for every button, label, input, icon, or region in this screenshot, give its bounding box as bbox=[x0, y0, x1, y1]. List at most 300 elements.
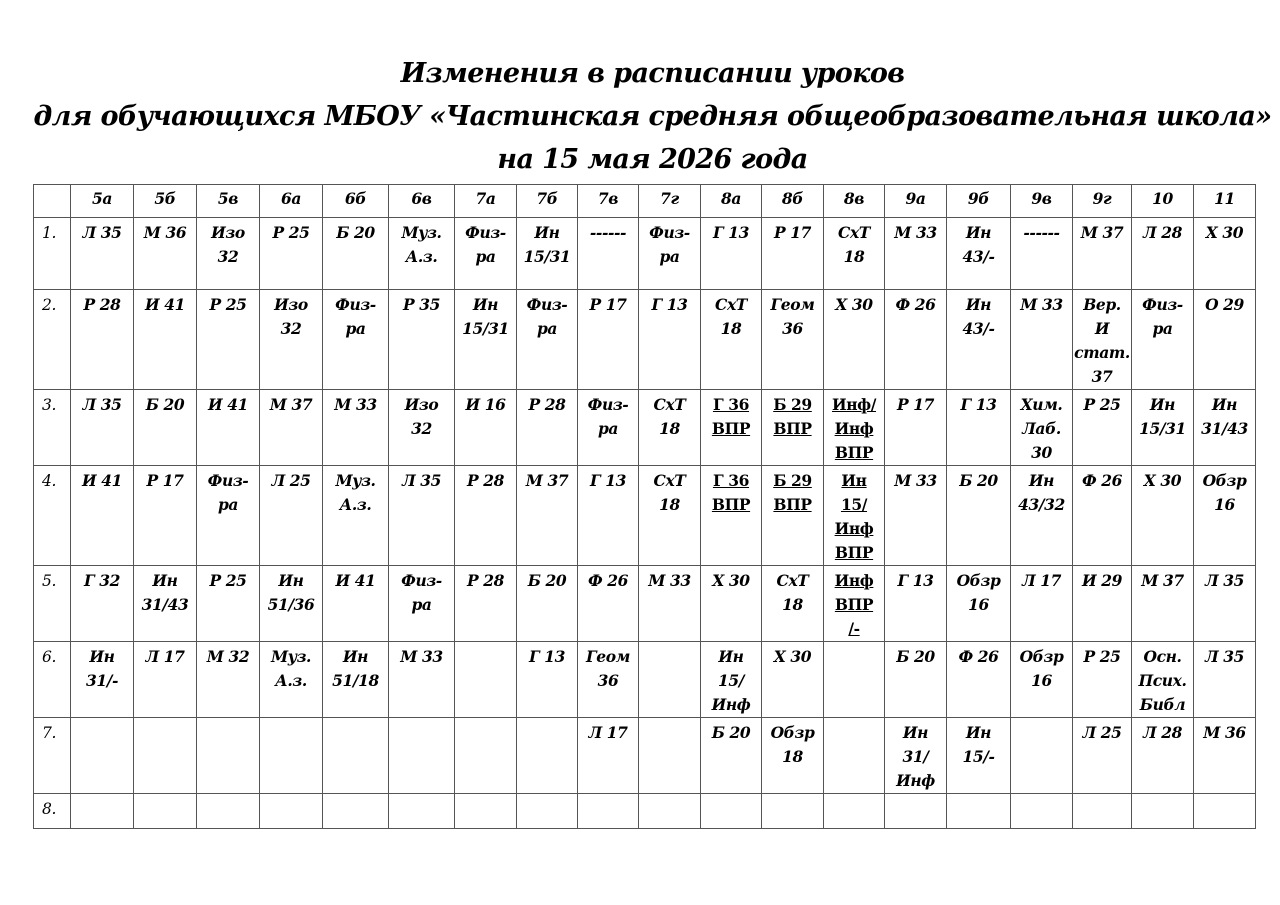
schedule-cell bbox=[455, 718, 517, 794]
schedule-body bbox=[34, 218, 1256, 829]
cell-text: Б 20 bbox=[711, 723, 751, 742]
schedule-cell bbox=[389, 642, 455, 718]
cell-text: 15/ bbox=[717, 671, 745, 690]
cell-text: Ф 26 bbox=[1081, 471, 1123, 490]
cell-text: Р 28 bbox=[466, 571, 505, 590]
schedule-cell bbox=[578, 466, 639, 566]
schedule-cell bbox=[885, 466, 947, 566]
cell-text: Л 35 bbox=[1204, 647, 1245, 666]
schedule-cell bbox=[701, 566, 762, 642]
cell-text: СхТ bbox=[776, 571, 809, 590]
cell-text: 18 bbox=[782, 595, 803, 614]
schedule-cell bbox=[197, 642, 260, 718]
cell-text: 18 bbox=[659, 419, 680, 438]
schedule-cell bbox=[885, 642, 947, 718]
cell-text: И 41 bbox=[144, 295, 185, 314]
cell-text: Р 17 bbox=[589, 295, 627, 314]
cell-text: Осн. bbox=[1143, 647, 1182, 666]
schedule-cell bbox=[260, 642, 323, 718]
cell-text: 30 bbox=[1031, 443, 1052, 462]
cell-text: 32 bbox=[280, 319, 302, 338]
cell-text: Ин bbox=[718, 647, 744, 666]
cell-text: Ин bbox=[965, 295, 992, 314]
cell-text: Ин bbox=[342, 647, 369, 666]
cell-text: И 29 bbox=[1081, 571, 1122, 590]
cell-text: А.з. bbox=[405, 247, 438, 266]
schedule-cell bbox=[197, 466, 260, 566]
schedule-cell bbox=[1011, 794, 1073, 829]
column-header-2: 5б bbox=[134, 185, 197, 218]
schedule-cell bbox=[1073, 218, 1132, 290]
schedule-cell bbox=[455, 390, 517, 466]
cell-text: 18 bbox=[782, 747, 803, 766]
cell-text: М 33 bbox=[648, 571, 691, 590]
schedule-cell bbox=[323, 566, 389, 642]
schedule-cell bbox=[517, 718, 578, 794]
cell-text: Физ- bbox=[587, 395, 629, 414]
schedule-cell bbox=[197, 718, 260, 794]
cell-text: Геом bbox=[770, 295, 815, 314]
cell-text: Л 35 bbox=[82, 395, 122, 414]
schedule-cell bbox=[824, 290, 885, 390]
cell-text: Обзр bbox=[770, 723, 815, 742]
lesson-number-cell: 7. bbox=[34, 718, 71, 794]
schedule-cell bbox=[885, 794, 947, 829]
cell-text: 18 bbox=[720, 319, 742, 338]
schedule-cell bbox=[1011, 466, 1073, 566]
cell-text: И 41 bbox=[335, 571, 376, 590]
cell-text: Библ bbox=[1139, 695, 1186, 714]
schedule-cell bbox=[1194, 566, 1256, 642]
schedule-cell bbox=[947, 794, 1011, 829]
schedule-cell bbox=[197, 390, 260, 466]
table-row bbox=[34, 218, 1256, 290]
document-title bbox=[0, 52, 1280, 181]
schedule-cell bbox=[701, 218, 762, 290]
schedule-cell bbox=[639, 794, 701, 829]
cell-text: Л 17 bbox=[145, 647, 185, 666]
schedule-cell bbox=[455, 466, 517, 566]
schedule-cell bbox=[260, 290, 323, 390]
cell-text: Р 35 bbox=[402, 295, 441, 314]
schedule-cell bbox=[1073, 718, 1132, 794]
cell-text: 31/- bbox=[85, 671, 119, 690]
schedule-cell bbox=[134, 794, 197, 829]
cell-text: Л 17 bbox=[1021, 571, 1062, 590]
schedule-cell bbox=[1011, 218, 1073, 290]
cell-text: Б 20 bbox=[336, 223, 375, 242]
cell-text: Р 28 bbox=[83, 295, 121, 314]
cell-text: СхТ bbox=[715, 295, 747, 314]
schedule-cell bbox=[824, 642, 885, 718]
cell-text: А.з. bbox=[275, 671, 307, 690]
cell-text: Л 28 bbox=[1142, 723, 1183, 742]
cell-text: 16 bbox=[1214, 495, 1235, 514]
schedule-cell bbox=[824, 466, 885, 566]
cell-text: Г 32 bbox=[83, 571, 121, 590]
cell-text: Р 28 bbox=[528, 395, 566, 414]
column-header-7: 7а bbox=[455, 185, 517, 218]
schedule-cell bbox=[947, 390, 1011, 466]
cell-text: ------ bbox=[1023, 223, 1060, 242]
cell-text: Ф 26 bbox=[587, 571, 629, 590]
cell-text: М 36 bbox=[1203, 723, 1246, 742]
cell-text: 31/43 bbox=[1201, 419, 1248, 438]
cell-text: 32 bbox=[411, 419, 432, 438]
column-header-8: 7б bbox=[517, 185, 578, 218]
cell-text: М 33 bbox=[400, 647, 443, 666]
cell-text: Х 30 bbox=[1143, 471, 1182, 490]
schedule-cell bbox=[947, 218, 1011, 290]
cell-text: ра bbox=[345, 319, 366, 338]
schedule-cell bbox=[824, 390, 885, 466]
cell-text: Ин bbox=[278, 571, 304, 590]
cell-text: ра bbox=[217, 495, 239, 514]
schedule-cell bbox=[323, 290, 389, 390]
schedule-cell bbox=[517, 642, 578, 718]
cell-text: Г 13 bbox=[528, 647, 566, 666]
cell-text: Инф bbox=[834, 419, 874, 438]
schedule-cell bbox=[1194, 718, 1256, 794]
cell-text: Хим. bbox=[1020, 395, 1063, 414]
schedule-cell bbox=[885, 566, 947, 642]
cell-text: Муз. bbox=[401, 223, 442, 242]
schedule-cell bbox=[134, 566, 197, 642]
cell-text: Х 30 bbox=[773, 647, 812, 666]
schedule-cell bbox=[455, 566, 517, 642]
cell-text: Геом bbox=[585, 647, 631, 666]
cell-text: ВПР bbox=[711, 419, 751, 438]
cell-text: Вер. bbox=[1083, 295, 1121, 314]
cell-text: Физ- bbox=[401, 571, 442, 590]
cell-text: Физ- bbox=[649, 223, 690, 242]
schedule-cell bbox=[71, 218, 134, 290]
cell-text: Г 13 bbox=[897, 571, 934, 590]
schedule-header-row bbox=[34, 185, 1256, 218]
schedule-cell bbox=[389, 718, 455, 794]
cell-text: Обзр bbox=[1019, 647, 1064, 666]
schedule-cell bbox=[762, 566, 824, 642]
cell-text: Ин bbox=[841, 471, 867, 490]
cell-text: Б 20 bbox=[145, 395, 185, 414]
schedule-cell bbox=[1011, 566, 1073, 642]
cell-text: 36 bbox=[782, 319, 803, 338]
schedule-cell bbox=[134, 466, 197, 566]
schedule-cell bbox=[71, 566, 134, 642]
cell-text: Б 29 bbox=[773, 395, 812, 414]
cell-text: Ин bbox=[534, 223, 560, 242]
schedule-cell bbox=[1132, 794, 1194, 829]
cell-text: Р 25 bbox=[1083, 395, 1121, 414]
cell-text: Ин bbox=[1028, 471, 1055, 490]
schedule-cell bbox=[578, 718, 639, 794]
cell-text: 31/43 bbox=[141, 595, 189, 614]
schedule-cell bbox=[197, 290, 260, 390]
schedule-cell bbox=[824, 718, 885, 794]
schedule-cell bbox=[762, 290, 824, 390]
cell-text: Г 13 bbox=[651, 295, 688, 314]
schedule-cell bbox=[389, 290, 455, 390]
cell-text: Инф/ bbox=[831, 395, 877, 414]
lesson-number-cell: 3. bbox=[34, 390, 71, 466]
schedule-cell bbox=[824, 794, 885, 829]
cell-text: М 33 bbox=[1020, 295, 1063, 314]
cell-text: ------ bbox=[589, 223, 627, 242]
title-line-2: для обучающихся МБОУ «Частинская средняя общеобразовательная школа» bbox=[33, 101, 1272, 132]
cell-text: Л 25 bbox=[271, 471, 311, 490]
cell-text: М 33 bbox=[894, 471, 937, 490]
cell-text: О 29 bbox=[1205, 295, 1244, 314]
cell-text: М 37 bbox=[525, 471, 569, 490]
lesson-number-cell: 5. bbox=[34, 566, 71, 642]
cell-text: Ин bbox=[902, 723, 929, 742]
schedule-cell bbox=[260, 718, 323, 794]
schedule-cell bbox=[639, 218, 701, 290]
table-row bbox=[34, 794, 1256, 829]
schedule-cell bbox=[323, 218, 389, 290]
cell-text: Г 36 bbox=[712, 471, 750, 490]
schedule-cell bbox=[455, 642, 517, 718]
cell-text: ВПР bbox=[834, 443, 874, 462]
cell-text: Физ- bbox=[465, 223, 506, 242]
schedule-cell bbox=[1073, 566, 1132, 642]
cell-text: Инф bbox=[834, 571, 874, 590]
cell-text: Л 28 bbox=[1142, 223, 1183, 242]
cell-text: Л 35 bbox=[1204, 571, 1245, 590]
cell-text: Р 25 bbox=[1083, 647, 1121, 666]
schedule-cell bbox=[762, 390, 824, 466]
cell-text: И 16 bbox=[465, 395, 506, 414]
cell-text: Б 20 bbox=[959, 471, 998, 490]
schedule-cell bbox=[701, 290, 762, 390]
schedule-cell bbox=[1132, 718, 1194, 794]
schedule-cell bbox=[885, 218, 947, 290]
cell-text: СхТ bbox=[653, 471, 686, 490]
cell-text: Ин bbox=[965, 723, 992, 742]
schedule-cell bbox=[71, 390, 134, 466]
cell-text: Г 13 bbox=[960, 395, 997, 414]
schedule-cell bbox=[639, 566, 701, 642]
cell-text: Р 25 bbox=[209, 571, 247, 590]
schedule-cell bbox=[134, 718, 197, 794]
cell-text: Ин bbox=[965, 223, 992, 242]
table-row bbox=[34, 642, 1256, 718]
column-header-5: 6б bbox=[323, 185, 389, 218]
schedule-cell bbox=[1011, 390, 1073, 466]
cell-text: Р 17 bbox=[773, 223, 812, 242]
schedule-cell bbox=[1132, 566, 1194, 642]
schedule-cell bbox=[947, 290, 1011, 390]
schedule-cell bbox=[639, 466, 701, 566]
cell-text: Изо bbox=[211, 223, 245, 242]
schedule-cell bbox=[1073, 642, 1132, 718]
schedule-cell bbox=[260, 218, 323, 290]
schedule-cell bbox=[1132, 642, 1194, 718]
schedule-cell bbox=[578, 218, 639, 290]
lesson-number-cell: 8. bbox=[34, 794, 71, 829]
schedule-cell bbox=[1194, 218, 1256, 290]
schedule-cell bbox=[260, 794, 323, 829]
header-corner-cell bbox=[34, 185, 71, 218]
cell-text: Б 29 bbox=[773, 471, 812, 490]
cell-text: 43/- bbox=[962, 319, 995, 338]
schedule-cell bbox=[885, 390, 947, 466]
cell-text: 18 bbox=[843, 247, 865, 266]
schedule-cell bbox=[701, 642, 762, 718]
schedule-cell bbox=[323, 794, 389, 829]
schedule-cell bbox=[1073, 290, 1132, 390]
column-header-19: 11 bbox=[1194, 185, 1256, 218]
cell-text: Р 28 bbox=[466, 471, 505, 490]
schedule-cell bbox=[71, 718, 134, 794]
schedule-cell bbox=[455, 290, 517, 390]
cell-text: Ин bbox=[1211, 395, 1238, 414]
column-header-16: 9в bbox=[1011, 185, 1073, 218]
cell-text: 18 bbox=[659, 495, 680, 514]
schedule-cell bbox=[323, 466, 389, 566]
schedule-cell bbox=[517, 390, 578, 466]
table-row bbox=[34, 290, 1256, 390]
cell-text: ВПР bbox=[711, 495, 751, 514]
schedule-cell bbox=[134, 642, 197, 718]
cell-text: Г 36 bbox=[712, 395, 750, 414]
cell-text: Г 13 bbox=[589, 471, 627, 490]
column-header-14: 9а bbox=[885, 185, 947, 218]
cell-text: Физ- bbox=[1142, 295, 1183, 314]
cell-text: Физ- bbox=[207, 471, 249, 490]
cell-text: М 32 bbox=[206, 647, 250, 666]
lesson-number-cell: 4. bbox=[34, 466, 71, 566]
column-header-13: 8в bbox=[824, 185, 885, 218]
column-header-18: 10 bbox=[1132, 185, 1194, 218]
schedule-cell bbox=[762, 794, 824, 829]
column-header-3: 5в bbox=[197, 185, 260, 218]
schedule-cell bbox=[701, 794, 762, 829]
column-header-9: 7в bbox=[578, 185, 639, 218]
cell-text: 43/- bbox=[962, 247, 995, 266]
schedule-cell bbox=[947, 718, 1011, 794]
cell-text: Обзр bbox=[1202, 471, 1247, 490]
schedule-cell bbox=[1073, 466, 1132, 566]
schedule-cell bbox=[947, 566, 1011, 642]
cell-text: М 36 bbox=[143, 223, 187, 242]
schedule-cell bbox=[885, 290, 947, 390]
schedule-cell bbox=[134, 218, 197, 290]
cell-text: ра bbox=[411, 595, 432, 614]
schedule-cell bbox=[389, 390, 455, 466]
cell-text: Г 13 bbox=[712, 223, 750, 242]
cell-text: И 41 bbox=[81, 471, 122, 490]
cell-text: Л 17 bbox=[588, 723, 628, 742]
cell-text: Инф bbox=[896, 771, 935, 790]
schedule-cell bbox=[517, 466, 578, 566]
schedule-cell bbox=[578, 390, 639, 466]
cell-text: ВПР bbox=[773, 419, 812, 438]
cell-text: Ин bbox=[1149, 395, 1176, 414]
cell-text: Инф bbox=[834, 519, 874, 538]
schedule-cell bbox=[260, 466, 323, 566]
schedule-cell bbox=[1011, 642, 1073, 718]
cell-text: Р 25 bbox=[272, 223, 310, 242]
schedule-cell bbox=[455, 218, 517, 290]
schedule-cell bbox=[947, 642, 1011, 718]
cell-text: Муз. bbox=[270, 647, 312, 666]
cell-text: ра bbox=[475, 247, 496, 266]
schedule-cell bbox=[701, 390, 762, 466]
schedule-cell bbox=[389, 218, 455, 290]
schedule-cell bbox=[197, 566, 260, 642]
cell-text: Физ- bbox=[335, 295, 376, 314]
cell-text: М 33 bbox=[894, 223, 937, 242]
lesson-number-cell: 2. bbox=[34, 290, 71, 390]
table-row bbox=[34, 466, 1256, 566]
schedule-cell bbox=[762, 218, 824, 290]
cell-text: ра bbox=[597, 419, 619, 438]
schedule-cell bbox=[762, 642, 824, 718]
schedule-cell bbox=[71, 290, 134, 390]
schedule-cell bbox=[323, 642, 389, 718]
schedule-cell bbox=[1132, 466, 1194, 566]
schedule-cell bbox=[578, 794, 639, 829]
schedule-cell bbox=[134, 290, 197, 390]
cell-text: Л 35 bbox=[401, 471, 442, 490]
schedule-cell bbox=[824, 566, 885, 642]
schedule-cell bbox=[134, 390, 197, 466]
schedule-cell bbox=[947, 466, 1011, 566]
schedule-cell bbox=[1132, 218, 1194, 290]
cell-text: СхТ bbox=[653, 395, 686, 414]
cell-text: Р 17 bbox=[896, 395, 935, 414]
cell-text: Муз. bbox=[335, 471, 376, 490]
schedule-cell bbox=[71, 642, 134, 718]
cell-text: М 33 bbox=[334, 395, 377, 414]
schedule-table bbox=[33, 184, 1256, 829]
cell-text: Х 30 bbox=[835, 295, 873, 314]
cell-text: Изо bbox=[404, 395, 439, 414]
cell-text: стат. bbox=[1074, 343, 1130, 362]
schedule-cell bbox=[639, 642, 701, 718]
cell-text: Х 30 bbox=[712, 571, 750, 590]
column-header-11: 8а bbox=[701, 185, 762, 218]
cell-text: ра bbox=[536, 319, 558, 338]
cell-text: А.з. bbox=[339, 495, 372, 514]
lesson-number-cell: 1. bbox=[34, 218, 71, 290]
schedule-cell bbox=[701, 718, 762, 794]
schedule-cell bbox=[517, 290, 578, 390]
cell-text: М 37 bbox=[1141, 571, 1184, 590]
schedule-cell bbox=[1194, 466, 1256, 566]
schedule-cell bbox=[197, 218, 260, 290]
cell-text: ВПР bbox=[834, 595, 874, 614]
column-header-12: 8б bbox=[762, 185, 824, 218]
cell-text: Р 17 bbox=[146, 471, 184, 490]
cell-text: ВПР bbox=[773, 495, 812, 514]
column-header-15: 9б bbox=[947, 185, 1011, 218]
cell-text: СхТ bbox=[838, 223, 870, 242]
cell-text: Л 35 bbox=[82, 223, 122, 242]
schedule-cell bbox=[885, 718, 947, 794]
table-row bbox=[34, 718, 1256, 794]
schedule-cell bbox=[389, 466, 455, 566]
column-header-17: 9г bbox=[1073, 185, 1132, 218]
schedule-cell bbox=[1073, 794, 1132, 829]
cell-text: 31/ bbox=[902, 747, 929, 766]
cell-text: Лаб. bbox=[1022, 419, 1061, 438]
schedule-cell bbox=[455, 794, 517, 829]
schedule-cell bbox=[578, 566, 639, 642]
cell-text: 36 bbox=[597, 671, 619, 690]
schedule-cell bbox=[824, 218, 885, 290]
